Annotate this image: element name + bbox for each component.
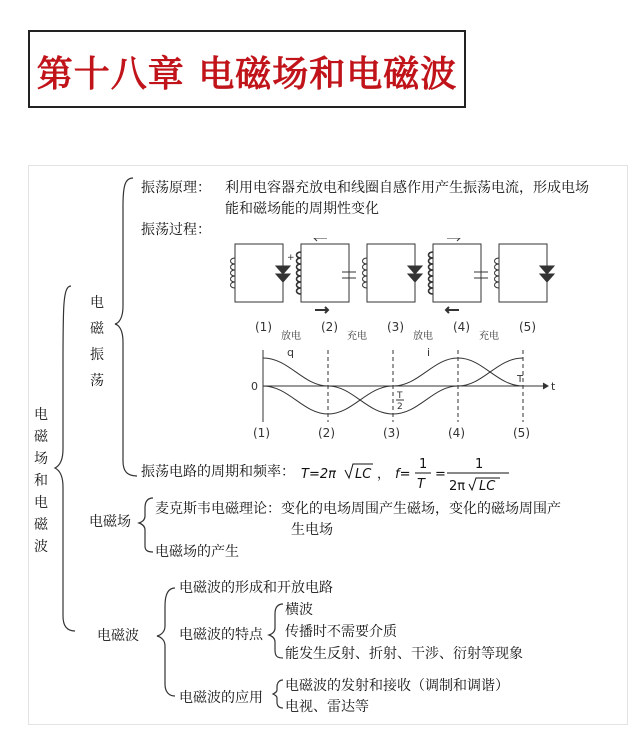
stage-label: 充电	[479, 331, 499, 342]
svg-text:q: q	[287, 346, 294, 359]
maxwell-theory-line2: 生电场	[291, 522, 333, 538]
svg-text:0: 0	[251, 380, 258, 393]
circuit-5	[495, 244, 555, 302]
root-label: 电磁场和电磁波	[34, 407, 48, 555]
feature-item: 能发生反射、折射、干涉、衍射等现象	[285, 646, 523, 662]
principle-line1: 利用电容器充放电和线圈自感作用产生振荡电流，形成电场	[225, 180, 589, 196]
svg-text:T: T	[397, 391, 403, 401]
chapter-title: 第十八章 电磁场和电磁波	[36, 54, 458, 95]
svg-text:T=2π: T=2π	[301, 467, 336, 482]
stage-label: 放电	[281, 331, 301, 342]
svg-text:1: 1	[419, 457, 428, 472]
svg-text:T: T	[517, 374, 524, 385]
principle-line2: 能和磁场能的周期性变化	[225, 201, 379, 217]
em-wave-formation: 电磁波的形成和开放电路	[179, 580, 333, 596]
svg-text:(4): (4)	[448, 426, 465, 440]
oscillation-label: 电磁振荡	[90, 295, 104, 389]
svg-text:=: =	[435, 467, 446, 482]
svg-text:2π: 2π	[449, 479, 466, 494]
em-field-label: 电磁场	[89, 514, 131, 530]
period-formula	[301, 452, 551, 496]
stage-label: 放电	[413, 331, 433, 342]
svg-text:(2): (2)	[318, 426, 335, 440]
period-frequency-label: 振荡电路的周期和频率：	[141, 464, 295, 480]
mind-map-panel	[28, 165, 628, 725]
chapter-title-box	[28, 30, 466, 108]
circuit-2	[297, 238, 357, 313]
maxwell-theory-line1: 麦克斯韦电磁理论：变化的电场周围产生磁场，变化的磁场周围产	[155, 501, 561, 517]
svg-text:(5): (5)	[513, 426, 530, 440]
svg-text:t: t	[551, 380, 556, 393]
feature-item: 传播时不需要介质	[285, 624, 397, 640]
em-field-generation: 电磁场的产生	[155, 544, 239, 560]
principle-label: 振荡原理：	[141, 180, 211, 196]
svg-text:，: ，	[377, 467, 391, 482]
process-label: 振荡过程：	[141, 222, 211, 238]
stage-number: (1)	[255, 320, 272, 334]
circuit-4	[429, 238, 489, 313]
em-wave-features-label: 电磁波的特点	[179, 627, 263, 643]
svg-text:(1): (1)	[253, 426, 270, 440]
application-item: 电磁波的发射和接收（调制和调谐）	[285, 678, 509, 694]
stage-label: 充电	[347, 331, 367, 342]
em-wave-label: 电磁波	[97, 628, 139, 644]
svg-text:LC: LC	[479, 479, 496, 494]
feature-item: 横波	[285, 602, 313, 618]
stage-number: (2)	[321, 320, 338, 334]
circuit-1	[231, 244, 295, 302]
circuit-3	[363, 244, 423, 302]
svg-text:1: 1	[475, 457, 484, 472]
waveform-stage-numbers	[247, 422, 577, 446]
svg-text:(3): (3)	[383, 426, 400, 440]
svg-text:2: 2	[397, 402, 403, 412]
svg-text:+: +	[287, 253, 295, 263]
em-wave-application-label: 电磁波的应用	[179, 690, 263, 706]
svg-text:T: T	[417, 477, 425, 492]
application-item: 电视、雷达等	[285, 699, 369, 715]
stage-number: (5)	[519, 320, 536, 334]
svg-text:f=: f=	[395, 467, 411, 482]
svg-text:i: i	[427, 346, 431, 359]
stage-number: (3)	[387, 320, 404, 334]
svg-text:LC: LC	[355, 467, 372, 482]
stage-number: (4)	[453, 320, 470, 334]
